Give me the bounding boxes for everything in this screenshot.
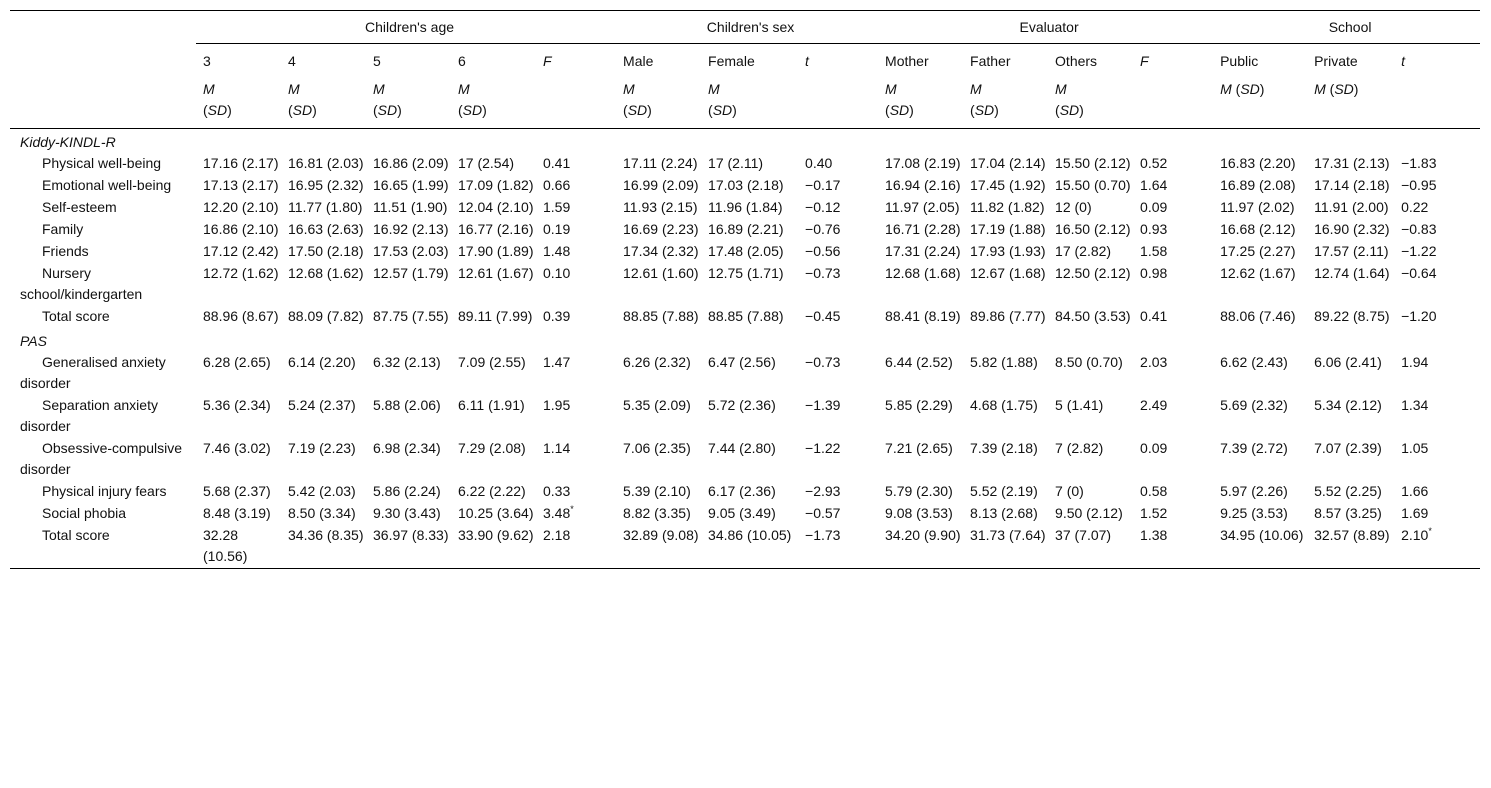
table-cell: 1.94 xyxy=(1401,354,1429,370)
table-cell: 34.20 (9.90) xyxy=(885,527,961,543)
table-row xyxy=(10,438,1480,481)
column-header: Female xyxy=(708,53,755,69)
table-cell: 88.09 (7.82) xyxy=(288,308,364,324)
row-label: Friends xyxy=(42,243,89,259)
column-header: 6 xyxy=(458,53,466,69)
table-cell: 6.11 (1.91) xyxy=(458,397,525,413)
table-cell: 16.86 (2.10) xyxy=(203,221,279,237)
section-title: Kiddy-KINDL-R xyxy=(20,134,116,150)
table-cell: −0.73 xyxy=(805,354,841,370)
table-cell: 5.79 (2.30) xyxy=(885,483,953,499)
table-cell: 12.61 (1.67) xyxy=(458,265,534,281)
group-header-evaluator: Evaluator xyxy=(878,11,1213,44)
group-header-row xyxy=(10,11,1480,44)
table-cell: 7.21 (2.65) xyxy=(885,440,953,456)
table-cell: 12.67 (1.68) xyxy=(970,265,1046,281)
table-cell: 15.50 (2.12) xyxy=(1055,155,1131,171)
table-cell: 16.83 (2.20) xyxy=(1220,155,1296,171)
table-cell: 10.25 (3.64) xyxy=(458,505,534,521)
table-cell: 6.44 (2.52) xyxy=(885,354,953,370)
table-cell: 16.65 (1.99) xyxy=(373,177,449,193)
table-cell: 0.22 xyxy=(1401,199,1429,215)
table-row xyxy=(10,503,1480,525)
table-row xyxy=(10,395,1480,438)
group-header-sex: Children's sex xyxy=(616,11,878,44)
section-header-row xyxy=(10,129,1480,154)
table-cell: 89.22 (8.75) xyxy=(1314,308,1390,324)
table-cell: −1.20 xyxy=(1401,308,1437,324)
table-row xyxy=(10,306,1480,328)
table-cell: 17.16 (2.17) xyxy=(203,155,279,171)
column-header: Mother xyxy=(885,53,929,69)
table-cell: 17.48 (2.05) xyxy=(708,243,784,259)
table-cell: 6.17 (2.36) xyxy=(708,483,776,499)
table-cell: −0.45 xyxy=(805,308,841,324)
table-cell: 5.86 (2.24) xyxy=(373,483,441,499)
column-header: F xyxy=(543,53,552,69)
table-cell: −1.22 xyxy=(805,440,841,456)
table-row xyxy=(10,525,1480,569)
table-cell: 11.77 (1.80) xyxy=(288,199,363,215)
table-cell: 17.09 (1.82) xyxy=(458,177,534,193)
table-cell: 17.90 (1.89) xyxy=(458,243,534,259)
table-cell: 12.04 (2.10) xyxy=(458,199,534,215)
table-cell: 16.77 (2.16) xyxy=(458,221,534,237)
table-cell: −0.56 xyxy=(805,243,841,259)
table-cell: 88.41 (8.19) xyxy=(885,308,961,324)
table-cell: 6.62 (2.43) xyxy=(1220,354,1288,370)
msd-header: M (SD) xyxy=(623,81,652,118)
table-cell: 89.11 (7.99) xyxy=(458,308,533,324)
row-label: Physical injury fears xyxy=(42,483,167,499)
row-label: Emotional well-being xyxy=(42,177,172,193)
msd-header: M (SD) xyxy=(203,81,232,118)
table-cell: 2.49 xyxy=(1140,397,1168,413)
table-cell: 0.58 xyxy=(1140,483,1168,499)
table-cell: 12.57 (1.79) xyxy=(373,265,449,281)
table-cell: 0.52 xyxy=(1140,155,1168,171)
table-cell: 5.85 (2.29) xyxy=(885,397,953,413)
table-cell: 8.82 (3.35) xyxy=(623,505,691,521)
table-cell: 4.68 (1.75) xyxy=(970,397,1038,413)
table-cell: 17.57 (2.11) xyxy=(1314,243,1389,259)
table-cell: 3.48* xyxy=(543,504,574,521)
table-cell: 1.95 xyxy=(543,397,571,413)
table-cell: 8.48 (3.19) xyxy=(203,505,271,521)
table-cell: 5.34 (2.12) xyxy=(1314,397,1382,413)
table-cell: 6.06 (2.41) xyxy=(1314,354,1382,370)
table-cell: 17.03 (2.18) xyxy=(708,177,784,193)
table-row xyxy=(10,219,1480,241)
msd-header: M (SD) xyxy=(288,81,317,118)
table-cell: 12.50 (2.12) xyxy=(1055,265,1131,281)
table-cell: 2.03 xyxy=(1140,354,1168,370)
table-cell: 1.52 xyxy=(1140,505,1168,521)
row-label: Total score xyxy=(42,527,110,543)
table-cell: 16.89 (2.21) xyxy=(708,221,784,237)
table-cell: 7.07 (2.39) xyxy=(1314,440,1382,456)
table-cell: 16.50 (2.12) xyxy=(1055,221,1131,237)
table-cell: 17.13 (2.17) xyxy=(203,177,279,193)
table-cell: 5.36 (2.34) xyxy=(203,397,271,413)
table-row xyxy=(10,153,1480,175)
msd-header xyxy=(536,72,616,129)
table-cell: 7.06 (2.35) xyxy=(623,440,691,456)
table-cell: 17.93 (1.93) xyxy=(970,243,1046,259)
table-cell: 0.10 xyxy=(543,265,571,281)
table-cell: −0.83 xyxy=(1401,221,1437,237)
table-cell: 6.32 (2.13) xyxy=(373,354,441,370)
table-cell: 15.50 (0.70) xyxy=(1055,177,1131,193)
table-cell: 17.25 (2.27) xyxy=(1220,243,1296,259)
table-cell: 0.41 xyxy=(1140,308,1168,324)
table-cell: 11.91 (2.00) xyxy=(1314,199,1389,215)
msd-header xyxy=(1133,72,1213,129)
row-label: Obsessive-compulsive disorder xyxy=(20,440,183,477)
table-cell: 11.51 (1.90) xyxy=(373,199,448,215)
msd-header: M (SD) xyxy=(458,81,487,118)
table-cell: 16.95 (2.32) xyxy=(288,177,364,193)
table-cell: 5.88 (2.06) xyxy=(373,397,441,413)
table-cell: 11.97 (2.02) xyxy=(1220,199,1295,215)
table-cell: 17.31 (2.13) xyxy=(1314,155,1390,171)
table-cell: 5.35 (2.09) xyxy=(623,397,691,413)
msd-header: M (SD) xyxy=(970,81,999,118)
column-header-row xyxy=(10,44,1480,73)
msd-header: M (SD) xyxy=(1220,81,1265,97)
column-header: 3 xyxy=(203,53,211,69)
corner-cell xyxy=(10,11,196,44)
table-cell: 32.57 (8.89) xyxy=(1314,527,1390,543)
table-cell: 89.86 (7.77) xyxy=(970,308,1046,324)
msd-header xyxy=(1394,72,1480,129)
table-cell: 16.81 (2.03) xyxy=(288,155,364,171)
table-cell: −0.64 xyxy=(1401,265,1437,281)
table-cell: −0.95 xyxy=(1401,177,1437,193)
table-cell: 2.18 xyxy=(543,527,571,543)
table-cell: 9.08 (3.53) xyxy=(885,505,953,521)
row-label: Social phobia xyxy=(42,505,127,521)
table-cell: 17.53 (2.03) xyxy=(373,243,449,259)
table-cell: 9.25 (3.53) xyxy=(1220,505,1288,521)
table-cell: 34.86 (10.05) xyxy=(708,527,792,543)
table-cell: 7.46 (3.02) xyxy=(203,440,271,456)
table-cell: 16.69 (2.23) xyxy=(623,221,699,237)
table-row xyxy=(10,263,1480,306)
table-cell: 5 (1.41) xyxy=(1055,397,1104,413)
table-cell: 5.72 (2.36) xyxy=(708,397,776,413)
table-cell: 88.96 (8.67) xyxy=(203,308,279,324)
table-cell: 16.94 (2.16) xyxy=(885,177,961,193)
column-header: t xyxy=(1401,53,1405,69)
table-cell: 17.04 (2.14) xyxy=(970,155,1046,171)
table-cell: 1.14 xyxy=(543,440,571,456)
table-cell: 5.52 (2.19) xyxy=(970,483,1038,499)
row-label: Family xyxy=(42,221,84,237)
table-cell: 0.98 xyxy=(1140,265,1168,281)
table-cell: 1.69 xyxy=(1401,505,1429,521)
table-cell: 12.68 (1.68) xyxy=(885,265,961,281)
table-cell: 0.66 xyxy=(543,177,571,193)
table-cell: 5.42 (2.03) xyxy=(288,483,356,499)
row-label: Physical well-being xyxy=(42,155,162,171)
table-cell: 17.12 (2.42) xyxy=(203,243,279,259)
table-row xyxy=(10,175,1480,197)
table-cell: 12.75 (1.71) xyxy=(708,265,784,281)
table-cell: 34.36 (8.35) xyxy=(288,527,364,543)
table-cell: 7.44 (2.80) xyxy=(708,440,776,456)
table-cell: 5.69 (2.32) xyxy=(1220,397,1288,413)
table-cell: 1.66 xyxy=(1401,483,1429,499)
table-cell: 1.59 xyxy=(543,199,571,215)
table-cell: 5.52 (2.25) xyxy=(1314,483,1382,499)
table-cell: 1.64 xyxy=(1140,177,1168,193)
table-cell: 0.41 xyxy=(543,155,571,171)
table-cell: 6.47 (2.56) xyxy=(708,354,776,370)
table-cell: 9.50 (2.12) xyxy=(1055,505,1123,521)
table-cell: 16.86 (2.09) xyxy=(373,155,449,171)
table-row xyxy=(10,241,1480,263)
table-cell: 6.28 (2.65) xyxy=(203,354,271,370)
table-cell: 11.82 (1.82) xyxy=(970,199,1045,215)
table-cell: 6.26 (2.32) xyxy=(623,354,691,370)
results-table xyxy=(10,10,1480,569)
table-cell: 88.06 (7.46) xyxy=(1220,308,1296,324)
table-cell: 12.20 (2.10) xyxy=(203,199,279,215)
table-cell: 7.39 (2.18) xyxy=(970,440,1038,456)
table-cell: 12.74 (1.64) xyxy=(1314,265,1390,281)
column-header: 5 xyxy=(373,53,381,69)
column-header: Public xyxy=(1220,53,1259,69)
table-cell: 2.10* xyxy=(1401,526,1432,543)
table-cell: −0.57 xyxy=(805,505,841,521)
table-cell: 11.96 (1.84) xyxy=(708,199,783,215)
table-cell: 31.73 (7.64) xyxy=(970,527,1046,543)
table-cell: 17.14 (2.18) xyxy=(1314,177,1390,193)
msd-header: M (SD) xyxy=(373,81,402,118)
table-cell: 16.92 (2.13) xyxy=(373,221,449,237)
table-cell: 8.57 (3.25) xyxy=(1314,505,1382,521)
table-body xyxy=(10,129,1480,569)
table-cell: 0.39 xyxy=(543,308,571,324)
table-cell: 7 (0) xyxy=(1055,483,1084,499)
table-cell: 11.93 (2.15) xyxy=(623,199,698,215)
table-cell: 17.50 (2.18) xyxy=(288,243,364,259)
table-cell: 37 (7.07) xyxy=(1055,527,1112,543)
table-cell: 8.13 (2.68) xyxy=(970,505,1038,521)
group-header-age: Children's age xyxy=(196,11,616,44)
table-cell: 8.50 (3.34) xyxy=(288,505,356,521)
row-label: Self-esteem xyxy=(42,199,117,215)
table-cell: −1.22 xyxy=(1401,243,1437,259)
table-cell: 1.38 xyxy=(1140,527,1168,543)
column-header-blank xyxy=(10,44,196,73)
table-cell: 17.19 (1.88) xyxy=(970,221,1046,237)
table-cell: 16.71 (2.28) xyxy=(885,221,961,237)
section-title: PAS xyxy=(20,333,47,349)
table-cell: 6.98 (2.34) xyxy=(373,440,441,456)
table-cell: 6.22 (2.22) xyxy=(458,483,526,499)
table-cell: 1.58 xyxy=(1140,243,1168,259)
table-cell: −1.73 xyxy=(805,527,841,543)
table-cell: 7.19 (2.23) xyxy=(288,440,356,456)
table-cell: 32.89 (9.08) xyxy=(623,527,699,543)
table-cell: 12.61 (1.60) xyxy=(623,265,699,281)
table-cell: 32.28 (10.56) xyxy=(203,527,248,564)
table-cell: 5.39 (2.10) xyxy=(623,483,691,499)
table-cell: −1.83 xyxy=(1401,155,1437,171)
table-cell: 34.95 (10.06) xyxy=(1220,527,1304,543)
table-cell: 5.24 (2.37) xyxy=(288,397,356,413)
msd-header: M (SD) xyxy=(708,81,737,118)
table-cell: 16.99 (2.09) xyxy=(623,177,699,193)
table-cell: −0.12 xyxy=(805,199,841,215)
table-cell: 0.93 xyxy=(1140,221,1168,237)
table-cell: 36.97 (8.33) xyxy=(373,527,449,543)
column-header: t xyxy=(805,53,809,69)
msd-header-blank xyxy=(10,72,196,129)
section-header-row xyxy=(10,328,1480,352)
table-cell: −0.73 xyxy=(805,265,841,281)
table-row xyxy=(10,352,1480,395)
table-cell: 6.14 (2.20) xyxy=(288,354,356,370)
table-cell: 8.50 (0.70) xyxy=(1055,354,1123,370)
table-cell: 17.31 (2.24) xyxy=(885,243,961,259)
table-cell: 1.34 xyxy=(1401,397,1429,413)
row-label: Separation anxiety disorder xyxy=(20,397,158,434)
row-label: Nursery school/kindergarten xyxy=(20,265,143,302)
column-header: Male xyxy=(623,53,654,69)
row-label: Total score xyxy=(42,308,110,324)
table-cell: 17.34 (2.32) xyxy=(623,243,699,259)
msd-header: M (SD) xyxy=(885,81,914,118)
table-cell: 1.47 xyxy=(543,354,571,370)
table-cell: 12.62 (1.67) xyxy=(1220,265,1296,281)
table-cell: 11.97 (2.05) xyxy=(885,199,960,215)
table-cell: 1.48 xyxy=(543,243,571,259)
table-cell: −1.39 xyxy=(805,397,841,413)
table-cell: 5.82 (1.88) xyxy=(970,354,1038,370)
table-cell: 12.68 (1.62) xyxy=(288,265,364,281)
table-cell: 84.50 (3.53) xyxy=(1055,308,1131,324)
table-cell: 16.90 (2.32) xyxy=(1314,221,1390,237)
column-header: F xyxy=(1140,53,1149,69)
table-row xyxy=(10,197,1480,219)
table-cell: 9.30 (3.43) xyxy=(373,505,441,521)
group-header-school: School xyxy=(1213,11,1480,44)
msd-header xyxy=(798,72,878,129)
results-table-container xyxy=(10,10,1480,569)
table-cell: 12 (0) xyxy=(1055,199,1092,215)
column-header: Others xyxy=(1055,53,1098,69)
column-header: Private xyxy=(1314,53,1358,69)
msd-header: M (SD) xyxy=(1055,81,1084,118)
table-cell: 17 (2.11) xyxy=(708,155,764,171)
table-cell: 0.09 xyxy=(1140,440,1168,456)
table-cell: 7.09 (2.55) xyxy=(458,354,526,370)
table-cell: 17.11 (2.24) xyxy=(623,155,698,171)
table-cell: 17.08 (2.19) xyxy=(885,155,961,171)
table-cell: −0.17 xyxy=(805,177,841,193)
table-cell: 16.63 (2.63) xyxy=(288,221,364,237)
table-row xyxy=(10,481,1480,503)
table-cell: 17.45 (1.92) xyxy=(970,177,1046,193)
table-cell: 0.33 xyxy=(543,483,571,499)
table-cell: 7.39 (2.72) xyxy=(1220,440,1288,456)
table-cell: −0.76 xyxy=(805,221,841,237)
table-cell: 33.90 (9.62) xyxy=(458,527,534,543)
table-cell: 88.85 (7.88) xyxy=(708,308,784,324)
table-cell: 17 (2.54) xyxy=(458,155,515,171)
table-cell: 0.09 xyxy=(1140,199,1168,215)
table-cell: 1.05 xyxy=(1401,440,1429,456)
table-cell: 88.85 (7.88) xyxy=(623,308,699,324)
table-cell: 7 (2.82) xyxy=(1055,440,1104,456)
row-label: Generalised anxiety disorder xyxy=(20,354,166,391)
table-cell: 12.72 (1.62) xyxy=(203,265,279,281)
table-cell: −2.93 xyxy=(805,483,841,499)
table-cell: 5.97 (2.26) xyxy=(1220,483,1288,499)
table-cell: 87.75 (7.55) xyxy=(373,308,449,324)
table-cell: 0.40 xyxy=(805,155,833,171)
table-cell: 5.68 (2.37) xyxy=(203,483,271,499)
column-header: 4 xyxy=(288,53,296,69)
msd-header-row xyxy=(10,72,1480,129)
table-cell: 17 (2.82) xyxy=(1055,243,1112,259)
table-cell: 9.05 (3.49) xyxy=(708,505,776,521)
table-cell: 0.19 xyxy=(543,221,571,237)
column-header: Father xyxy=(970,53,1011,69)
msd-header: M (SD) xyxy=(1314,81,1359,97)
table-cell: 16.89 (2.08) xyxy=(1220,177,1296,193)
table-cell: 7.29 (2.08) xyxy=(458,440,526,456)
table-cell: 16.68 (2.12) xyxy=(1220,221,1296,237)
